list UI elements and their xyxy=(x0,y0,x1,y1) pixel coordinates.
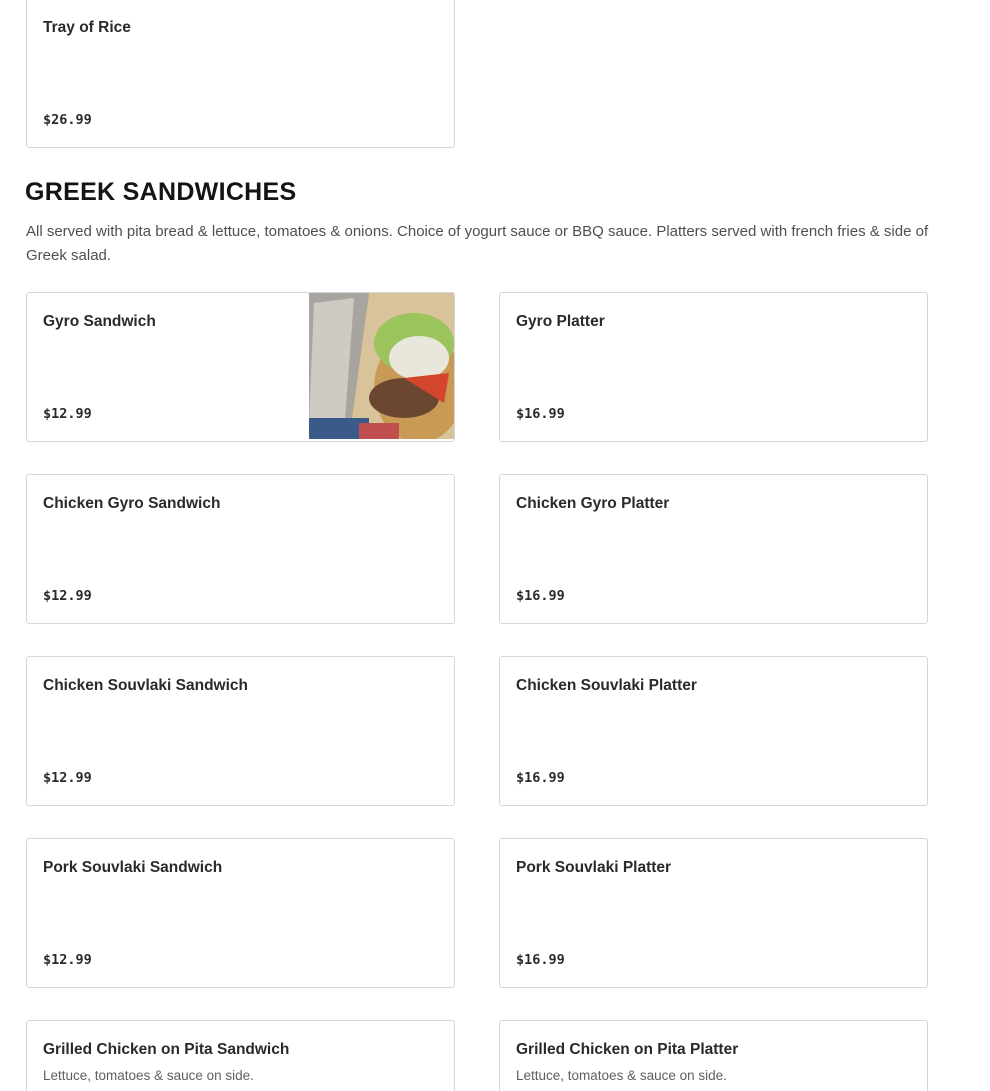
menu-item-card[interactable] xyxy=(26,1020,455,1091)
menu-item-card[interactable] xyxy=(499,292,928,442)
menu-item-name: Grilled Chicken on Pita Sandwich xyxy=(43,1041,290,1058)
menu-item-name: Chicken Souvlaki Sandwich xyxy=(43,677,249,694)
menu-item-name: Tray of Rice xyxy=(43,19,131,36)
menu-item-card[interactable] xyxy=(499,838,928,988)
menu-item-price: $12.99 xyxy=(43,770,92,786)
menu-item-price: $26.99 xyxy=(43,112,92,128)
menu-item-description: Lettuce, tomatoes & sauce on side. xyxy=(516,1068,727,1083)
menu-item-name: Grilled Chicken on Pita Platter xyxy=(516,1041,739,1058)
menu-item-name: Pork Souvlaki Sandwich xyxy=(43,859,223,876)
menu-item-card[interactable] xyxy=(499,656,928,806)
menu-item-price: $16.99 xyxy=(516,406,565,422)
menu-item-card[interactable] xyxy=(26,656,455,806)
menu-item-name: Pork Souvlaki Platter xyxy=(516,859,672,876)
gyro-sandwich-photo xyxy=(309,293,454,439)
menu-item-price: $12.99 xyxy=(43,406,92,422)
menu-item-name: Gyro Platter xyxy=(516,313,605,330)
menu-item-price: $12.99 xyxy=(43,588,92,604)
menu-item-card[interactable] xyxy=(26,474,455,624)
menu-item-card[interactable] xyxy=(499,1020,928,1091)
section-description: All served with pita bread & lettuce, tomatoes & onions. Choice of yogurt sauce or BBQ sauce. Platters served with french fries & side of Greek salad. xyxy=(26,223,929,264)
menu-item-card[interactable] xyxy=(26,838,455,988)
menu-item-card[interactable] xyxy=(26,0,455,148)
menu-item-card[interactable] xyxy=(26,292,455,442)
menu-item-name: Chicken Souvlaki Platter xyxy=(516,677,697,694)
menu-item-name: Chicken Gyro Sandwich xyxy=(43,495,221,512)
menu-item-price: $12.99 xyxy=(43,952,92,968)
menu-item-price: $16.99 xyxy=(516,770,565,786)
menu-item-description: Lettuce, tomatoes & sauce on side. xyxy=(43,1068,254,1083)
menu-item-price: $16.99 xyxy=(516,588,565,604)
menu-item-price: $16.99 xyxy=(516,952,565,968)
menu-item-name: Gyro Sandwich xyxy=(43,313,156,330)
section-title: GREEK SANDWICHES xyxy=(25,178,297,206)
menu-item-name: Chicken Gyro Platter xyxy=(516,495,670,512)
menu-item-card[interactable] xyxy=(499,474,928,624)
